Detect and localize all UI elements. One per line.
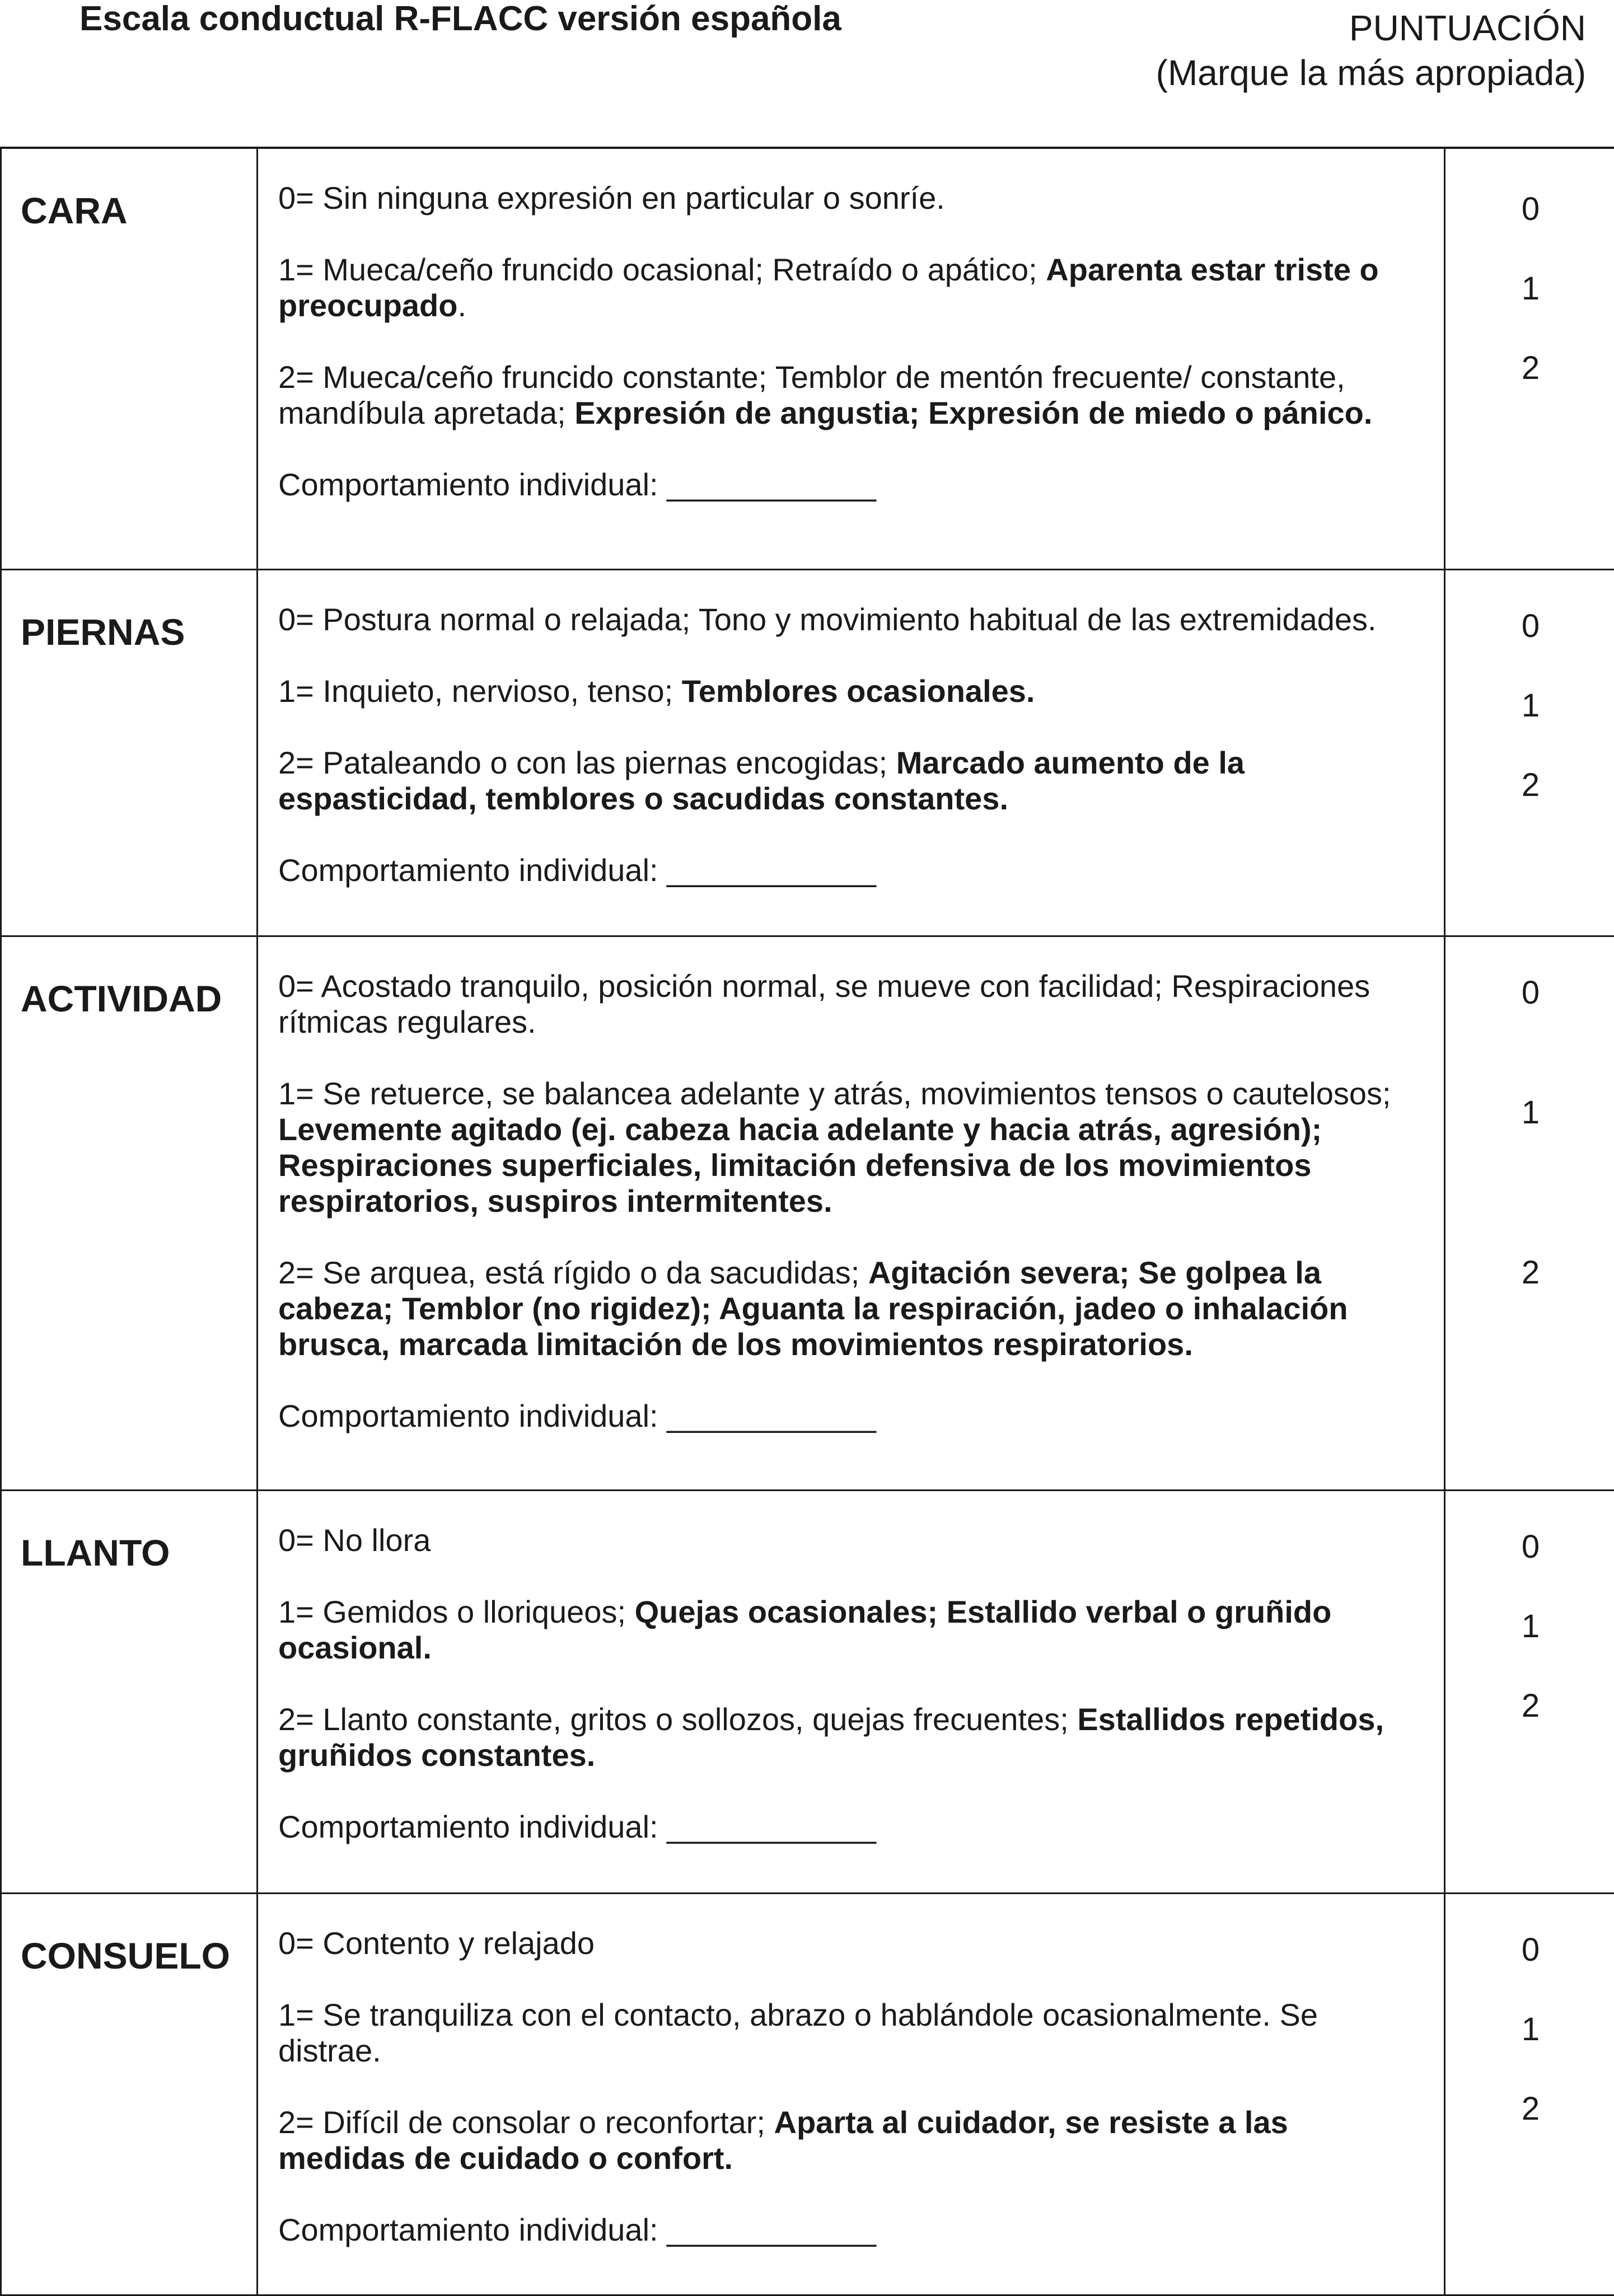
row-piernas — [1, 569, 1614, 936]
criterion-0: 0= Postura normal o relajada; Tono y movimiento habitual de las extremidades. — [278, 602, 1421, 638]
category-label: CARA — [21, 189, 256, 232]
score-option-0[interactable]: 0 — [1445, 1527, 1614, 1606]
criterion-0: 0= Acostado tranquilo, posición normal, se mueve con facilidad; Respiraciones rítmicas regulares. — [278, 968, 1421, 1040]
score-option-2[interactable]: 2 — [1445, 2089, 1614, 2168]
score-option-1[interactable]: 1 — [1445, 1093, 1614, 1253]
score-option-0[interactable]: 0 — [1445, 1930, 1614, 2009]
score-option-1[interactable]: 1 — [1445, 269, 1614, 348]
row-consuelo — [1, 1893, 1614, 2295]
score-option-0[interactable]: 0 — [1445, 606, 1614, 686]
criterion-2: 2= Mueca/ceño fruncido constante; Temblor de mentón frecuente/ constante, mandíbula apretada; Expresión de angustia; Expresión de miedo o pánico. — [278, 359, 1421, 431]
criterion-2: 2= Pataleando o con las piernas encogidas; Marcado aumento de la espasticidad, temblores o sacudidas constantes. — [278, 745, 1421, 817]
category-label: ACTIVIDAD — [21, 977, 256, 1020]
individual-behavior-field[interactable]: Comportamiento individual: ____________ — [278, 2212, 1421, 2248]
score-option-2[interactable]: 2 — [1445, 1686, 1614, 1765]
individual-behavior-field[interactable]: Comportamiento individual: ____________ — [278, 467, 1421, 503]
criterion-0: 0= Contento y relajado — [278, 1925, 1421, 1961]
score-header-title: PUNTUACIÓN — [1156, 6, 1586, 50]
score-header-instruction: (Marque la más apropiada) — [1156, 50, 1586, 95]
score-option-2[interactable]: 2 — [1445, 348, 1614, 428]
criterion-0: 0= No llora — [278, 1522, 1421, 1558]
score-option-1[interactable]: 1 — [1445, 686, 1614, 765]
score-option-1[interactable]: 1 — [1445, 1606, 1614, 1686]
criterion-2: 2= Llanto constante, gritos o sollozos, quejas frecuentes; Estallidos repetidos, gruñidos constantes. — [278, 1702, 1421, 1773]
category-label: LLANTO — [21, 1531, 256, 1574]
row-cara — [1, 148, 1614, 569]
criterion-1: 1= Se retuerce, se balancea adelante y atrás, movimientos tensos o cautelosos; Levemente agitado (ej. cabeza hacia adelante y hacia atrás, agresión); Respiraciones superficiales, limitación defensiva de los movimientos respiratorios, suspiros intermitentes. — [278, 1076, 1421, 1219]
score-header — [1156, 6, 1586, 95]
criterion-1: 1= Gemidos o lloriqueos; Quejas ocasionales; Estallido verbal o gruñido ocasional. — [278, 1594, 1421, 1666]
criterion-0: 0= Sin ninguna expresión en particular o sonríe. — [278, 180, 1421, 216]
criterion-1: 1= Mueca/ceño fruncido ocasional; Retraído o apático; Aparenta estar triste o preocupado. — [278, 252, 1421, 324]
page-title: Escala conductual R-FLACC versión española — [79, 0, 841, 39]
row-actividad — [1, 936, 1614, 1490]
category-label: PIERNAS — [21, 611, 256, 653]
score-option-1[interactable]: 1 — [1445, 2009, 1614, 2089]
individual-behavior-field[interactable]: Comportamiento individual: ____________ — [278, 1398, 1421, 1434]
score-option-2[interactable]: 2 — [1445, 1253, 1614, 1332]
score-option-0[interactable]: 0 — [1445, 973, 1614, 1093]
score-option-2[interactable]: 2 — [1445, 765, 1614, 845]
criterion-1: 1= Inquieto, nervioso, tenso; Temblores ocasionales. — [278, 673, 1421, 709]
criterion-2: 2= Se arquea, está rígido o da sacudidas; Agitación severa; Se golpea la cabeza; Temblor (no rigidez); Aguanta la respiración, jadeo o inhalación brusca, marcada limitación de los movimientos respiratorios. — [278, 1255, 1421, 1362]
criterion-1: 1= Se tranquiliza con el contacto, abrazo o hablándole ocasionalmente. Se distrae. — [278, 1997, 1421, 2069]
rflacc-table — [0, 147, 1614, 2296]
individual-behavior-field[interactable]: Comportamiento individual: ____________ — [278, 1809, 1421, 1845]
criterion-2: 2= Difícil de consolar o reconfortar; Aparta al cuidador, se resiste a las medidas de cuidado o confort. — [278, 2105, 1421, 2176]
score-option-0[interactable]: 0 — [1445, 189, 1614, 269]
individual-behavior-field[interactable]: Comportamiento individual: ____________ — [278, 852, 1421, 888]
row-llanto — [1, 1490, 1614, 1893]
category-label: CONSUELO — [21, 1934, 256, 1977]
